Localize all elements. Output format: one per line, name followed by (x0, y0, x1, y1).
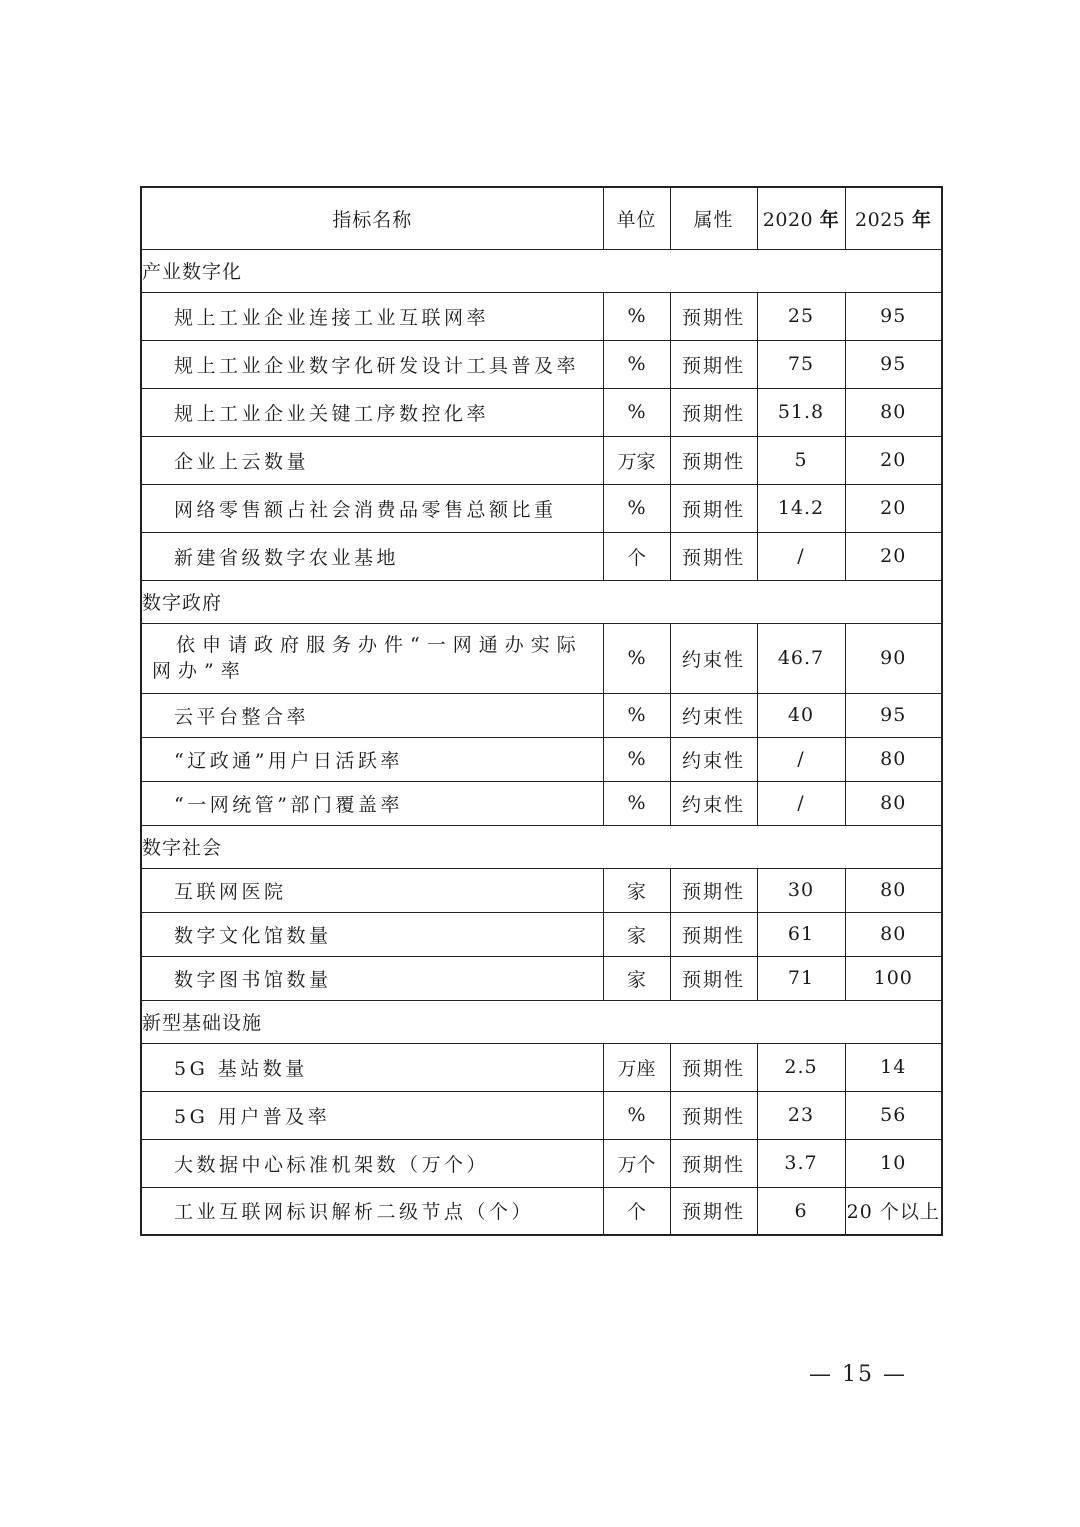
table-row (141, 436, 942, 484)
value-2025-cell: 80 (845, 737, 942, 781)
table-row (141, 388, 942, 436)
section-row (141, 580, 942, 623)
unit-cell: 万座 (603, 1043, 670, 1091)
header-indicator-name: 指标名称 (141, 187, 603, 249)
attribute-cell: 预期性 (670, 292, 757, 340)
value-2020-cell: 23 (757, 1091, 845, 1139)
value-2025-cell: 95 (845, 340, 942, 388)
table-row (141, 956, 942, 1000)
indicator-name-cell: 依申请政府服务办件“一网通办实际网办”率 (141, 623, 603, 693)
value-2025-cell: 56 (845, 1091, 942, 1139)
unit-cell: % (603, 1091, 670, 1139)
value-2025-cell: 20 (845, 484, 942, 532)
table-row (141, 532, 942, 580)
indicator-name-cell: 企业上云数量 (141, 436, 603, 484)
value-2025-cell: 95 (845, 693, 942, 737)
section-row (141, 249, 942, 292)
indicator-name-cell: 规上工业企业关键工序数控化率 (141, 388, 603, 436)
value-2020-cell: 61 (757, 912, 845, 956)
table-row (141, 1187, 942, 1235)
value-2025-cell: 80 (845, 868, 942, 912)
header-year-2025-number: 2025 (855, 208, 906, 231)
table-header-row (141, 187, 942, 249)
table-row (141, 1043, 942, 1091)
value-2020-cell: 25 (757, 292, 845, 340)
value-2020-cell: / (757, 781, 845, 825)
value-2025-cell: 20 (845, 532, 942, 580)
value-2025-cell: 80 (845, 388, 942, 436)
unit-cell: % (603, 781, 670, 825)
unit-cell: % (603, 292, 670, 340)
attribute-cell: 约束性 (670, 737, 757, 781)
table-row (141, 1139, 942, 1187)
value-2020-cell: 75 (757, 340, 845, 388)
value-2025-cell: 100 (845, 956, 942, 1000)
unit-cell: 个 (603, 532, 670, 580)
unit-cell: 家 (603, 912, 670, 956)
attribute-cell: 预期性 (670, 1091, 757, 1139)
table-row (141, 1091, 942, 1139)
value-2020-cell: / (757, 737, 845, 781)
table-row (141, 623, 942, 693)
unit-cell: 家 (603, 868, 670, 912)
attribute-cell: 约束性 (670, 781, 757, 825)
value-2020-cell: 51.8 (757, 388, 845, 436)
indicator-name-cell: “一网统管”部门覆盖率 (141, 781, 603, 825)
attribute-cell: 预期性 (670, 532, 757, 580)
value-2025-cell: 95 (845, 292, 942, 340)
section-title: 数字社会 (141, 825, 942, 868)
unit-cell: % (603, 737, 670, 781)
attribute-cell: 预期性 (670, 388, 757, 436)
table-row (141, 868, 942, 912)
attribute-cell: 约束性 (670, 693, 757, 737)
section-row (141, 825, 942, 868)
unit-cell: % (603, 388, 670, 436)
attribute-cell: 预期性 (670, 1043, 757, 1091)
attribute-cell: 预期性 (670, 436, 757, 484)
indicator-name-cell: 数字文化馆数量 (141, 912, 603, 956)
indicator-name-cell: 云平台整合率 (141, 693, 603, 737)
indicator-name-cell: 网络零售额占社会消费品零售总额比重 (141, 484, 603, 532)
section-title: 新型基础设施 (141, 1000, 942, 1043)
page-number: — 15 — (809, 1362, 907, 1387)
attribute-cell: 预期性 (670, 956, 757, 1000)
value-2025-cell: 90 (845, 623, 942, 693)
indicator-name-cell: 工业互联网标识解析二级节点（个） (141, 1187, 603, 1235)
header-year-2025 (845, 187, 942, 249)
unit-cell: % (603, 484, 670, 532)
indicator-table (140, 186, 943, 1236)
unit-cell: 万个 (603, 1139, 670, 1187)
value-2025-cell: 20 个以上 (845, 1187, 942, 1235)
value-2025-cell: 80 (845, 781, 942, 825)
value-2025-cell: 14 (845, 1043, 942, 1091)
table-body (141, 249, 942, 1235)
section-title: 数字政府 (141, 580, 942, 623)
unit-cell: 家 (603, 956, 670, 1000)
value-2020-cell: 2.5 (757, 1043, 845, 1091)
attribute-cell: 预期性 (670, 340, 757, 388)
indicator-name-cell: 5G 基站数量 (141, 1043, 603, 1091)
value-2025-cell: 10 (845, 1139, 942, 1187)
value-2020-cell: 5 (757, 436, 845, 484)
indicator-name-cell: 新建省级数字农业基地 (141, 532, 603, 580)
table-row (141, 484, 942, 532)
unit-cell: 个 (603, 1187, 670, 1235)
table-row (141, 737, 942, 781)
value-2020-cell: 3.7 (757, 1139, 845, 1187)
table-row (141, 340, 942, 388)
unit-cell: % (603, 623, 670, 693)
header-year-2025-suffix: 年 (911, 208, 932, 231)
header-attribute: 属性 (670, 187, 757, 249)
indicator-name-cell: 5G 用户普及率 (141, 1091, 603, 1139)
section-title: 产业数字化 (141, 249, 942, 292)
value-2025-cell: 80 (845, 912, 942, 956)
value-2020-cell: 71 (757, 956, 845, 1000)
value-2020-cell: / (757, 532, 845, 580)
indicator-name-cell: “辽政通”用户日活跃率 (141, 737, 603, 781)
unit-cell: % (603, 340, 670, 388)
value-2020-cell: 6 (757, 1187, 845, 1235)
unit-cell: % (603, 693, 670, 737)
attribute-cell: 预期性 (670, 1139, 757, 1187)
attribute-cell: 预期性 (670, 868, 757, 912)
header-year-2020-suffix: 年 (819, 208, 840, 231)
indicator-name-cell: 互联网医院 (141, 868, 603, 912)
indicator-name-cell: 规上工业企业数字化研发设计工具普及率 (141, 340, 603, 388)
indicator-name-cell: 大数据中心标准机架数（万个） (141, 1139, 603, 1187)
attribute-cell: 约束性 (670, 623, 757, 693)
attribute-cell: 预期性 (670, 1187, 757, 1235)
section-row (141, 1000, 942, 1043)
unit-cell: 万家 (603, 436, 670, 484)
header-unit: 单位 (603, 187, 670, 249)
header-year-2020-number: 2020 (762, 208, 814, 231)
value-2020-cell: 40 (757, 693, 845, 737)
value-2020-cell: 30 (757, 868, 845, 912)
indicator-name-cell: 数字图书馆数量 (141, 956, 603, 1000)
attribute-cell: 预期性 (670, 912, 757, 956)
value-2020-cell: 14.2 (757, 484, 845, 532)
attribute-cell: 预期性 (670, 484, 757, 532)
value-2025-cell: 20 (845, 436, 942, 484)
indicator-name-cell: 规上工业企业连接工业互联网率 (141, 292, 603, 340)
header-year-2020 (757, 187, 845, 249)
table-row (141, 912, 942, 956)
table-row (141, 693, 942, 737)
value-2020-cell: 46.7 (757, 623, 845, 693)
table-row (141, 292, 942, 340)
table-row (141, 781, 942, 825)
